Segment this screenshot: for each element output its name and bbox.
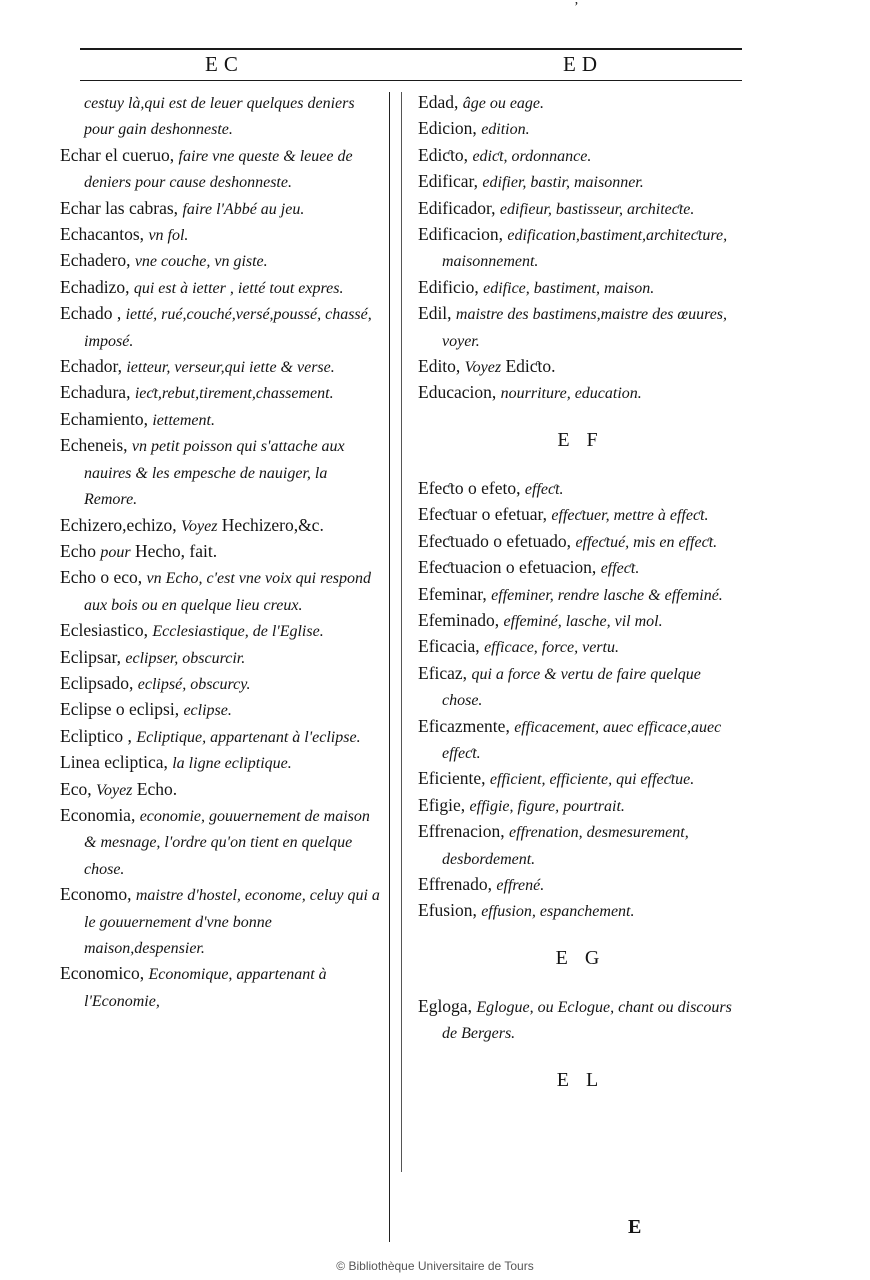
section-heading-eg: E G — [555, 946, 606, 969]
dictionary-entry — [418, 380, 743, 406]
dictionary-entry — [418, 143, 743, 169]
entry-term: Edicion, — [418, 118, 477, 139]
dictionary-entry — [60, 882, 382, 961]
entry-term: Efeminar, — [418, 583, 487, 604]
entry-definition: âge ou eage. — [462, 95, 545, 112]
entry-term: Effrenacion, — [418, 821, 505, 842]
entry-definition: effeƈtuer, mettre à effeƈt. — [551, 507, 709, 525]
dictionary-entry — [418, 661, 743, 714]
dictionary-entry — [60, 724, 382, 750]
entry-term: Echador, — [60, 356, 122, 377]
entry-definition: effigie, figure, pourtrait. — [469, 797, 625, 815]
entry-definition: edition. — [481, 121, 530, 139]
entry-definition: faire l'Abbé au jeu. — [182, 200, 305, 218]
entry-definition: vn Echo, c'est vne voix qui respond aux bois ou en quelque lieu creux. — [84, 570, 372, 614]
dictionary-entry — [418, 301, 743, 354]
dictionary-entry — [60, 565, 382, 618]
dictionary-entry — [60, 645, 382, 671]
dictionary-entry — [60, 143, 382, 196]
dictionary-entry — [418, 90, 743, 116]
entry-term: Edito, — [418, 356, 461, 377]
entry-definition: effrenation, desmesurement, desbordement. — [442, 824, 689, 868]
entry-definition: effeminé, lasche, vil mol. — [503, 612, 663, 630]
entry-term: Economia, — [60, 804, 136, 825]
entry-term: Efeƈto o efeto, — [418, 477, 521, 498]
entry-term: Educacion, — [418, 382, 497, 403]
dictionary-entry — [60, 301, 382, 354]
dictionary-entry — [60, 618, 382, 644]
entry-term: Efeminado, — [418, 609, 500, 630]
entry-definition: ietté, rué,couché,versé,poussé, chassé, imposé. — [84, 306, 372, 350]
entry-definition: faire vne queste & leuee de deniers pour cause deshonneste. — [84, 147, 353, 192]
entry-definition: efficient, efficiente, qui effeƈtue. — [489, 771, 695, 789]
entry-definition: edifieur, bastisseur, architeƈte. — [499, 200, 695, 218]
dictionary-entry — [418, 222, 743, 275]
entry-term: Edificacion, — [418, 224, 504, 245]
dictionary-entry — [60, 433, 382, 512]
dictionary-entry — [418, 555, 743, 581]
section-ef-entries — [418, 476, 743, 925]
entry-term: Echizero,echizo, — [60, 514, 177, 535]
dictionary-entry — [60, 196, 382, 222]
entry-definition: pour — [100, 543, 131, 561]
entry-definition: qui a force & vertu de faire quelque chose. — [442, 665, 701, 710]
dictionary-entry — [60, 750, 382, 776]
entry-term: Eclipsar, — [60, 646, 122, 667]
entry-term: Eficaz, — [418, 662, 468, 683]
section-eg-entries — [418, 994, 743, 1047]
entry-definition: vn fol. — [148, 227, 189, 245]
dictionary-entry — [418, 116, 743, 142]
column-divider — [389, 92, 390, 1242]
dictionary-entry — [418, 354, 743, 380]
entry-term: Echadizo, — [60, 276, 130, 297]
entry-definition: efficacement, auec efficace,auec effeƈt. — [442, 718, 722, 762]
entry-definition: economie, gouuernement de maison & mesnage, l'ordre qu'on tient en quelque chose. — [84, 807, 370, 878]
dictionary-entry — [418, 766, 743, 792]
entry-term: Echado , — [60, 303, 122, 324]
dictionary-entry — [60, 354, 382, 380]
dictionary-entry — [418, 634, 743, 660]
entry-definition: ieƈt,rebut,tirement,chassement. — [134, 385, 334, 403]
entry-definition: nourriture, education. — [500, 385, 642, 403]
entry-term: Eclesiastico, — [60, 620, 148, 641]
entry-definition: effrené. — [496, 876, 545, 894]
entry-definition: eclipser, obscurcir. — [125, 649, 246, 667]
entry-term: Efeƈtuado o efetuado, — [418, 530, 572, 551]
dictionary-entry — [418, 994, 743, 1047]
entry-definition: Economique, appartenant à l'Economie, — [84, 966, 327, 1010]
entry-term: Edificador, — [418, 197, 496, 218]
entry-definition: Ecclesiastique, de l'Eglise. — [152, 623, 324, 641]
entry-definition: effeƈt. — [600, 560, 640, 578]
entry-term: Echar el cueruo, — [60, 144, 175, 165]
entry-term: Eclipsado, — [60, 672, 134, 693]
entry-definition: effeƈt. — [524, 480, 564, 498]
dictionary-entry — [60, 380, 382, 406]
entry-definition: Voyez — [95, 781, 133, 799]
dictionary-entry — [418, 608, 743, 634]
entry-definition: effusion, espanchement. — [481, 903, 635, 921]
entry-definition: iettement. — [152, 411, 215, 429]
entry-definition: vne couche, vn giste. — [134, 253, 268, 271]
entry-term: Echadero, — [60, 250, 131, 271]
entry-term: Eficacia, — [418, 636, 480, 657]
entry-definition: qui est à ietter , ietté tout expres. — [133, 279, 344, 297]
dictionary-entry — [418, 196, 743, 222]
section-heading-el: E L — [556, 1068, 605, 1091]
section-ed-entries — [418, 90, 743, 407]
entry-term: Efeƈtuacion o efetuacion, — [418, 557, 597, 578]
dictionary-entry — [418, 169, 743, 195]
dictionary-entry — [418, 872, 743, 898]
entry-definition: effeminer, rendre lasche & effeminé. — [491, 586, 723, 604]
dictionary-entry — [60, 275, 382, 301]
page-mark: ’ — [574, 0, 579, 15]
dictionary-entry — [418, 793, 743, 819]
entry-term: Efeƈtuar o efetuar, — [418, 504, 548, 525]
dictionary-entry — [60, 248, 382, 274]
running-head-left: EC — [205, 52, 244, 76]
entry-term: Efigie, — [418, 794, 466, 815]
entry-term: Edil, — [418, 303, 452, 324]
entry-term: Eficazmente, — [418, 715, 510, 736]
dictionary-entry — [418, 502, 743, 528]
running-head-right: ED — [563, 52, 603, 76]
entry-term: Linea ecliptica, — [60, 752, 168, 773]
entry-term: Ediƈto, — [418, 144, 469, 165]
dictionary-entry — [418, 582, 743, 608]
dictionary-entry — [60, 671, 382, 697]
entry-term: Edificar, — [418, 171, 479, 192]
footer-credit: © Bibliothèque Universitaire de Tours — [336, 1259, 534, 1273]
entry-definition: edification,bastiment,architeƈture, maisonnement. — [442, 227, 728, 271]
entry-term: Efusion, — [418, 900, 477, 921]
dictionary-entry — [60, 407, 382, 433]
entry-cross-reference: Echo. — [136, 778, 178, 799]
dictionary-entry — [60, 777, 382, 803]
entry-definition: effeƈtué, mis en effeƈt. — [575, 533, 718, 551]
entry-term: Economico, — [60, 963, 145, 984]
section-heading-ef: E F — [557, 428, 604, 451]
entry-term: Echo — [60, 540, 96, 561]
dictionary-entry — [60, 961, 382, 1014]
entry-term: Edad, — [418, 92, 459, 112]
entry-term: Echacantos, — [60, 224, 145, 245]
entry-definition: Voyez — [180, 517, 218, 535]
entry-definition: cestuy là,qui est de leuer quelques deniers pour gain deshonneste. — [84, 95, 355, 139]
entry-term: Effrenado, — [418, 873, 493, 894]
entry-definition: Ecliptique, appartenant à l'eclipse. — [136, 728, 361, 746]
entry-term: Echo o eco, — [60, 567, 143, 588]
entry-term: Egloga, — [418, 995, 472, 1016]
dictionary-entry — [60, 697, 382, 723]
left-column — [60, 90, 382, 1014]
entry-definition: Eglogue, ou Eclogue, chant ou discours de Bergers. — [442, 998, 732, 1043]
entry-definition: ediƈt, ordonnance. — [472, 147, 592, 165]
entry-definition: eclipsé, obscurcy. — [137, 675, 251, 693]
right-column — [418, 90, 743, 1116]
entry-term: Edificio, — [418, 276, 479, 297]
entry-term: Eco, — [60, 778, 92, 799]
entry-definition: maistre des bastimens,maistre des œuures, voyer. — [442, 306, 728, 350]
entry-definition: la ligne ecliptique. — [172, 755, 292, 773]
entry-definition: efficace, force, vertu. — [484, 639, 619, 657]
dictionary-entry — [60, 513, 382, 539]
dictionary-entry — [418, 898, 743, 924]
dictionary-entry — [418, 476, 743, 502]
dictionary-entry — [60, 90, 382, 143]
entry-term: Ecliptico , — [60, 725, 132, 746]
entry-term: Echeneis, — [60, 435, 128, 456]
entry-definition: eclipse. — [183, 702, 232, 720]
entry-term: Echadura, — [60, 382, 131, 403]
dictionary-entry — [60, 539, 382, 565]
entry-term: Echamiento, — [60, 408, 148, 429]
stray-letter: E — [628, 1216, 642, 1238]
entry-definition: edifier, bastir, maisonner. — [482, 174, 644, 192]
entry-definition: Voyez — [464, 359, 502, 377]
entry-cross-reference: Hechizero,&c. — [221, 514, 324, 535]
entry-term: Eficiente, — [418, 768, 486, 789]
header-rule — [80, 80, 742, 81]
entry-term: Eclipse o eclipsi, — [60, 699, 180, 720]
dictionary-entry — [60, 803, 382, 882]
entry-term: Economo, — [60, 884, 132, 905]
column-divider-inner — [401, 92, 402, 1172]
dictionary-entry — [418, 529, 743, 555]
dictionary-entry — [418, 819, 743, 872]
entry-cross-reference: Ediƈto. — [505, 356, 556, 377]
entry-definition: ietteur, verseur,qui iette & verse. — [126, 359, 335, 377]
dictionary-entry — [60, 222, 382, 248]
entry-definition: maistre d'hostel, econome, celuy qui a le gouuernement d'vne bonne maison,despensier. — [84, 887, 380, 957]
dictionary-entry — [418, 714, 743, 767]
dictionary-entry — [418, 275, 743, 301]
entry-definition: edifice, bastiment, maison. — [483, 279, 655, 297]
entry-definition: vn petit poisson qui s'attache aux nauires & les empesche de nauiger, la Remore. — [84, 438, 345, 509]
top-rule — [80, 48, 742, 50]
entry-cross-reference: Hecho, fait. — [134, 540, 218, 561]
entry-term: Echar las cabras, — [60, 197, 179, 218]
